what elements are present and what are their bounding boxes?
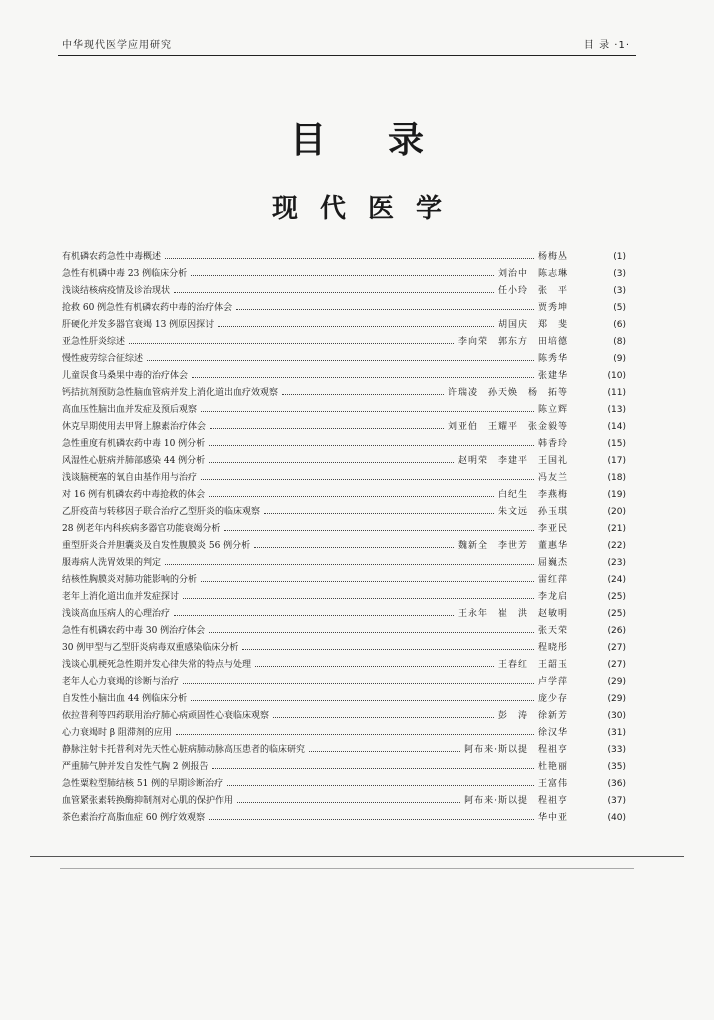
toc-entry-page: (10) xyxy=(607,371,626,381)
dot-leader xyxy=(174,292,494,293)
toc-entry-title: 服毒病人洗胃效果的判定 xyxy=(62,558,162,568)
toc-entry-page: (40) xyxy=(607,813,626,823)
toc-entry[interactable] xyxy=(62,432,626,449)
toc-entry-page: (20) xyxy=(607,507,626,517)
dot-leader xyxy=(191,275,494,276)
toc-entry-page: (31) xyxy=(607,728,626,738)
toc-entry-title: 静脉注射卡托普利对先天性心脏病肺动脉高压患者的临床研究 xyxy=(62,745,306,755)
toc-entry-page: (29) xyxy=(607,694,626,704)
dot-leader xyxy=(183,598,534,599)
table-of-contents xyxy=(62,245,626,823)
toc-entry[interactable] xyxy=(62,806,626,823)
toc-entry-title: 28 例老年内科疾病多器官功能衰竭分析 xyxy=(62,524,221,534)
journal-name: 中华现代医学应用研究 xyxy=(62,40,172,51)
toc-entry-page: (14) xyxy=(607,422,626,432)
toc-entry-authors: 李亚民 xyxy=(537,524,568,534)
toc-entry[interactable] xyxy=(62,755,626,772)
toc-entry-authors: 雷红萍 xyxy=(537,575,568,585)
footer-rule-faint xyxy=(60,868,634,869)
toc-entry-page: (29) xyxy=(607,677,626,687)
dot-leader xyxy=(212,768,534,769)
toc-entry-page: (5) xyxy=(613,303,626,313)
toc-entry[interactable] xyxy=(62,636,626,653)
toc-entry-title: 亚急性肝炎综述 xyxy=(62,337,126,347)
dot-leader xyxy=(129,343,454,344)
dot-leader xyxy=(282,394,444,395)
toc-entry[interactable] xyxy=(62,534,626,551)
toc-entry-page: (18) xyxy=(607,473,626,483)
toc-entry-authors: 王永年 崔 洪 赵敏明 xyxy=(457,609,568,619)
dot-leader xyxy=(183,683,534,684)
toc-entry[interactable] xyxy=(62,653,626,670)
toc-entry-page: (33) xyxy=(607,745,626,755)
toc-entry[interactable] xyxy=(62,330,626,347)
toc-entry-authors: 卢学萍 xyxy=(537,677,568,687)
toc-entry-authors: 陈秀华 xyxy=(537,354,568,364)
toc-entry[interactable] xyxy=(62,789,626,806)
dot-leader xyxy=(165,564,534,565)
dot-leader xyxy=(201,411,534,412)
toc-entry-page: (21) xyxy=(607,524,626,534)
toc-entry-title: 依拉普利等四药联用治疗肺心病顽固性心衰临床观察 xyxy=(62,711,270,721)
toc-entry-page: (37) xyxy=(607,796,626,806)
section-label: 目 录 ·1· xyxy=(583,40,630,51)
toc-entry-title: 老年人心力衰竭的诊断与治疗 xyxy=(62,677,180,687)
toc-entry-title: 浅谈心肌梗死急性期并发心律失常的特点与处理 xyxy=(62,660,252,670)
toc-entry-page: (8) xyxy=(613,337,626,347)
toc-entry-authors: 阿布来·斯以提 程祖亨 xyxy=(464,745,568,755)
dot-leader xyxy=(210,428,444,429)
dot-leader xyxy=(209,462,454,463)
toc-entry-page: (23) xyxy=(607,558,626,568)
toc-entry-title: 自发性小脑出血 44 例临床分析 xyxy=(62,694,188,704)
toc-entry[interactable] xyxy=(62,245,626,262)
toc-entry[interactable] xyxy=(62,483,626,500)
dot-leader xyxy=(255,666,494,667)
toc-entry-authors: 李向荣 郭东方 田培德 xyxy=(457,337,568,347)
dot-leader xyxy=(147,360,534,361)
toc-entry-authors: 陈立辉 xyxy=(537,405,568,415)
toc-entry-page: (1) xyxy=(613,252,626,262)
toc-entry-title: 血管紧张素转换酶抑制剂对心肌的保护作用 xyxy=(62,796,234,806)
toc-entry-title: 老年上消化道出血并发症探讨 xyxy=(62,592,180,602)
toc-entry[interactable] xyxy=(62,704,626,721)
dot-leader xyxy=(309,751,460,752)
toc-entry-title: 重型肝炎合并胆囊炎及自发性腹膜炎 56 例分析 xyxy=(62,541,251,551)
toc-entry-authors: 白纪生 李燕梅 xyxy=(497,490,568,500)
toc-entry-authors: 魏新全 李世芳 董惠华 xyxy=(457,541,568,551)
toc-entry[interactable] xyxy=(62,364,626,381)
toc-entry[interactable] xyxy=(62,670,626,687)
toc-entry-authors: 王富伟 xyxy=(537,779,568,789)
toc-entry-authors: 屈巍杰 xyxy=(537,558,568,568)
toc-entry-authors: 程晓彤 xyxy=(537,643,568,653)
toc-entry[interactable] xyxy=(62,313,626,330)
dot-leader xyxy=(237,802,460,803)
toc-entry-title: 浅谈脑梗塞的氧自由基作用与治疗 xyxy=(62,473,198,483)
dot-leader xyxy=(224,530,534,531)
toc-entry[interactable] xyxy=(62,585,626,602)
toc-entry-authors: 韩香玲 xyxy=(537,439,568,449)
toc-entry-title: 心力衰竭时 β 阻滞剂的应用 xyxy=(62,728,172,738)
toc-entry-page: (35) xyxy=(607,762,626,772)
toc-entry-page: (15) xyxy=(607,439,626,449)
toc-entry[interactable] xyxy=(62,602,626,619)
dot-leader xyxy=(218,326,494,327)
toc-entry-page: (3) xyxy=(613,286,626,296)
toc-entry-authors: 胡国庆 郑 斐 xyxy=(497,320,568,330)
toc-entry-page: (6) xyxy=(613,320,626,330)
toc-entry-authors: 任小玲 张 平 xyxy=(497,286,568,296)
toc-entry-authors: 张天荣 xyxy=(537,626,568,636)
dot-leader xyxy=(209,819,534,820)
toc-entry-title: 儿童误食马桑果中毒的治疗体会 xyxy=(62,371,189,381)
toc-entry-title: 浅谈结核病疫情及诊治现状 xyxy=(62,286,171,296)
toc-entry-authors: 庞少存 xyxy=(537,694,568,704)
toc-entry[interactable] xyxy=(62,279,626,296)
toc-entry-authors: 张建华 xyxy=(537,371,568,381)
dot-leader xyxy=(236,309,534,310)
toc-entry[interactable] xyxy=(62,687,626,704)
toc-entry[interactable] xyxy=(62,262,626,279)
toc-entry-authors: 赵明荣 李建平 王国礼 xyxy=(457,456,568,466)
toc-entry-title: 严重肺气肿并发自发性气胸 2 例报告 xyxy=(62,762,209,772)
toc-entry-page: (26) xyxy=(607,626,626,636)
toc-entry-title: 高血压性脑出血并发症及预后观察 xyxy=(62,405,198,415)
toc-entry-title: 休克早期使用去甲肾上腺素治疗体会 xyxy=(62,422,207,432)
toc-entry-page: (11) xyxy=(607,388,626,398)
toc-entry-title: 对 16 例有机磷农药中毒抢救的体会 xyxy=(62,490,206,500)
dot-leader xyxy=(209,445,534,446)
toc-entry[interactable] xyxy=(62,381,626,398)
toc-entry-authors: 刘亚伯 王耀平 张金毅等 xyxy=(447,422,568,432)
toc-entry-title: 30 例甲型与乙型肝炎病毒双重感染临床分析 xyxy=(62,643,239,653)
toc-entry-authors: 李龙启 xyxy=(537,592,568,602)
toc-entry[interactable] xyxy=(62,721,626,738)
toc-entry-title: 风湿性心脏病并肺部感染 44 例分析 xyxy=(62,456,206,466)
toc-entry[interactable] xyxy=(62,347,626,364)
toc-entry-page: (17) xyxy=(607,456,626,466)
footer-rule xyxy=(30,856,684,857)
toc-entry[interactable] xyxy=(62,619,626,636)
running-head xyxy=(62,36,630,51)
toc-entry-title: 钙拮抗剂预防急性脑血管病并发上消化道出血疗效观察 xyxy=(62,388,279,398)
dot-leader xyxy=(176,734,534,735)
dot-leader xyxy=(191,700,534,701)
toc-entry-page: (19) xyxy=(607,490,626,500)
toc-entry-page: (30) xyxy=(607,711,626,721)
toc-entry[interactable] xyxy=(62,568,626,585)
dot-leader xyxy=(209,632,534,633)
toc-entry-title: 抢救 60 例急性有机磷农药中毒的治疗体会 xyxy=(62,303,233,313)
dot-leader xyxy=(165,258,534,259)
toc-entry[interactable] xyxy=(62,517,626,534)
toc-entry-title: 急性有机磷中毒 23 例临床分析 xyxy=(62,269,188,279)
toc-entry-authors: 华中亚 xyxy=(537,813,568,823)
dot-leader xyxy=(242,649,534,650)
toc-entry-authors: 朱文远 孙玉琪 xyxy=(497,507,568,517)
toc-entry-page: (27) xyxy=(607,660,626,670)
toc-entry-authors: 阿布来·斯以提 程祖亨 xyxy=(464,796,568,806)
toc-entry[interactable] xyxy=(62,398,626,415)
toc-entry-title: 结核性胸膜炎对肺功能影响的分析 xyxy=(62,575,198,585)
toc-entry-title: 乙肝疫苗与转移因子联合治疗乙型肝炎的临床观察 xyxy=(62,507,261,517)
toc-entry[interactable] xyxy=(62,551,626,568)
toc-entry-page: (25) xyxy=(607,609,626,619)
toc-entry-page: (13) xyxy=(607,405,626,415)
toc-entry-page: (25) xyxy=(607,592,626,602)
page-title: 目录 xyxy=(289,120,486,161)
dot-leader xyxy=(254,547,454,548)
toc-entry-authors: 徐汉华 xyxy=(537,728,568,738)
toc-entry-title: 茶色素治疗高脂血症 60 例疗效观察 xyxy=(62,813,206,823)
toc-entry-authors: 许瑞凌 孙天焕 杨 拓等 xyxy=(447,388,568,398)
toc-entry[interactable] xyxy=(62,500,626,517)
toc-entry-page: (9) xyxy=(613,354,626,364)
toc-entry-authors: 贾秀坤 xyxy=(537,303,568,313)
dot-leader xyxy=(201,479,534,480)
toc-entry-page: (36) xyxy=(607,779,626,789)
toc-entry-page: (24) xyxy=(607,575,626,585)
dot-leader xyxy=(264,513,494,514)
dot-leader xyxy=(192,377,534,378)
toc-entry-title: 有机磷农药急性中毒概述 xyxy=(62,252,162,262)
toc-entry-title: 慢性疲劳综合征综述 xyxy=(62,354,144,364)
toc-entry-title: 肝硬化并发多器官衰竭 13 例原因探讨 xyxy=(62,320,215,330)
header-rule xyxy=(58,55,636,56)
dot-leader xyxy=(273,717,494,718)
toc-entry-authors: 冯友兰 xyxy=(537,473,568,483)
toc-entry[interactable] xyxy=(62,738,626,755)
toc-entry-page: (3) xyxy=(613,269,626,279)
toc-entry[interactable] xyxy=(62,415,626,432)
dot-leader xyxy=(227,785,534,786)
toc-entry-title: 急性重度有机磷农药中毒 10 例分析 xyxy=(62,439,206,449)
toc-entry[interactable] xyxy=(62,296,626,313)
toc-entry-page: (27) xyxy=(607,643,626,653)
toc-entry-authors: 杜艳丽 xyxy=(537,762,568,772)
toc-entry-title: 浅谈高血压病人的心理治疗 xyxy=(62,609,171,619)
section-title: 现代医学 xyxy=(271,194,464,224)
toc-entry[interactable] xyxy=(62,466,626,483)
toc-entry[interactable] xyxy=(62,772,626,789)
toc-entry-authors: 杨梅丛 xyxy=(537,252,568,262)
dot-leader xyxy=(209,496,494,497)
toc-entry-page: (22) xyxy=(607,541,626,551)
dot-leader xyxy=(201,581,534,582)
toc-entry-authors: 彭 涛 徐新芳 xyxy=(497,711,568,721)
toc-entry[interactable] xyxy=(62,449,626,466)
toc-entry-authors: 王春红 王韶玉 xyxy=(497,660,568,670)
toc-entry-authors: 刘治中 陈志琳 xyxy=(497,269,568,279)
toc-entry-title: 急性有机磷农药中毒 30 例治疗体会 xyxy=(62,626,206,636)
toc-entry-title: 急性粟粒型肺结核 51 例的早期诊断治疗 xyxy=(62,779,224,789)
dot-leader xyxy=(174,615,454,616)
